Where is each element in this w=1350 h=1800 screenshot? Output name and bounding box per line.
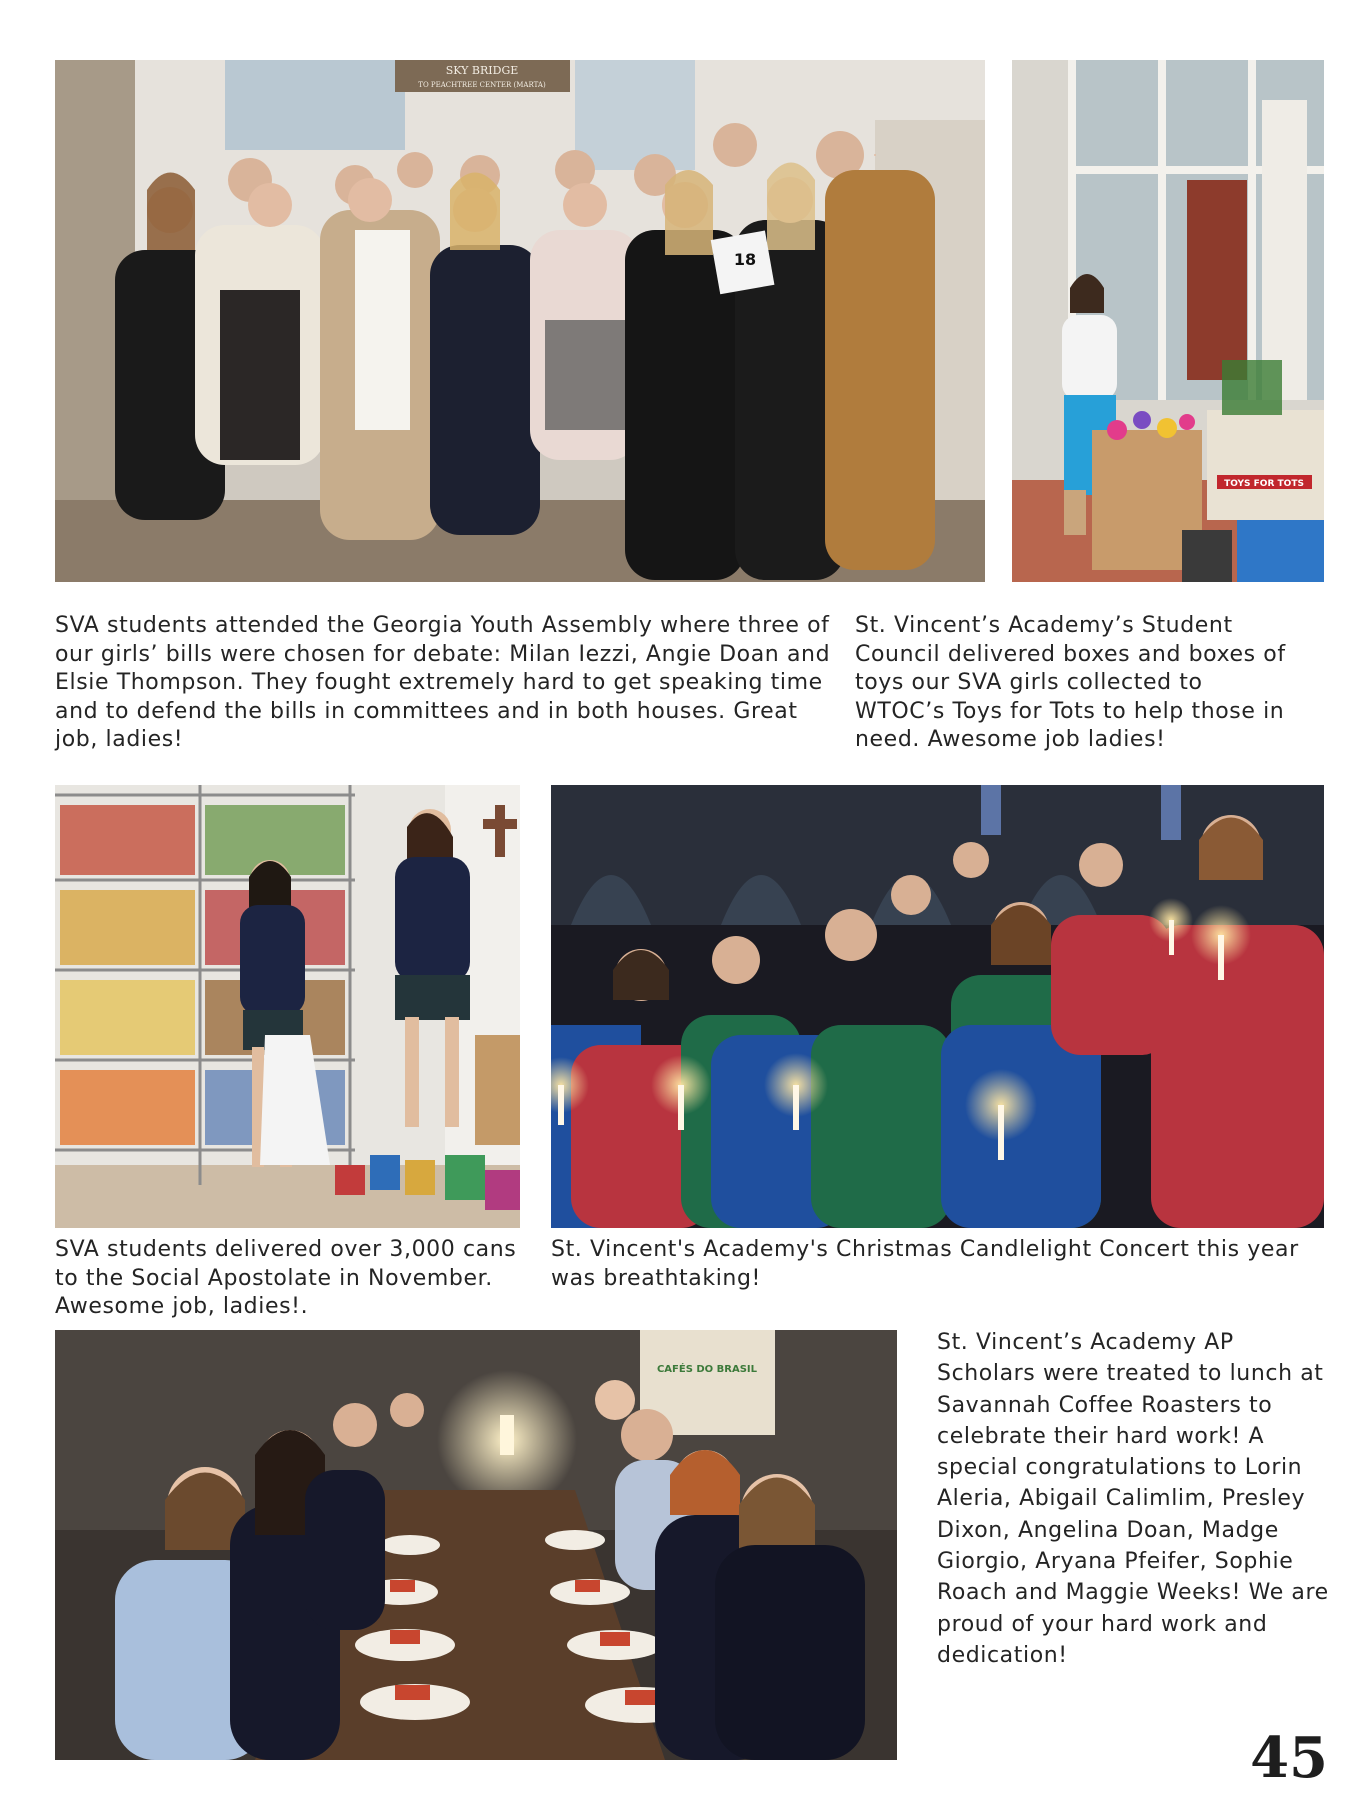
food-drive-image: [55, 785, 520, 1228]
toys-for-tots-box-label: TOYS FOR TOTS: [1224, 479, 1304, 489]
cafes-do-brasil-sign: CAFÉS DO BRASIL: [656, 1364, 758, 1375]
photo-food-drive: [55, 785, 520, 1228]
toys-for-tots-image: [1012, 60, 1324, 582]
photo-candlelight-concert: [551, 785, 1324, 1228]
photo-ap-lunch: [55, 1330, 897, 1760]
sky-bridge-subsign: TO PEACHTREE CENTER (MARTA): [418, 81, 546, 89]
caption-youth-assembly: SVA students attended the Georgia Youth Assembly where three of our girls’ bills were chosen for debate: Milan Iezzi, Angie Doan and Elsie Thompson. They fought extremely hard to get speaking time and to defend the bills in committees and in both houses. Great job, ladies!: [55, 613, 831, 752]
sky-bridge-sign: SKY BRIDGE: [445, 64, 519, 77]
badge-number: 18: [733, 250, 757, 269]
caption-food-drive: SVA students delivered over 3,000 cans to the Social Apostolate in November. Awesome job, ladies!.: [55, 1237, 517, 1319]
photo-youth-assembly: [55, 60, 985, 582]
photo-toys-for-tots: [1012, 60, 1324, 582]
youth-assembly-image: [55, 60, 985, 582]
ap-lunch-image: [55, 1330, 897, 1760]
page-number: 45: [1250, 1725, 1328, 1791]
caption-ap-lunch: St. Vincent’s Academy AP Scholars were treated to lunch at Savannah Coffee Roasters to celebrate their hard work! A special congratulations to Lorin Aleria, Abigail Calimlim, Presley Dixon, Angelina Doan, Madge Giorgio, Aryana Pfeifer, Sophie Roach and Maggie Weeks! We are proud of your hard work and dedication!: [937, 1330, 1329, 1668]
caption-candlelight-concert: St. Vincent's Academy's Christmas Candlelight Concert this year was breathtaking!: [551, 1237, 1299, 1291]
caption-toys-for-tots: St. Vincent’s Academy’s Student Council delivered boxes and boxes of toys our SVA girls collected to WTOC’s Toys for Tots to help those in need. Awesome job ladies!: [855, 613, 1286, 752]
candlelight-concert-image: [551, 785, 1324, 1228]
